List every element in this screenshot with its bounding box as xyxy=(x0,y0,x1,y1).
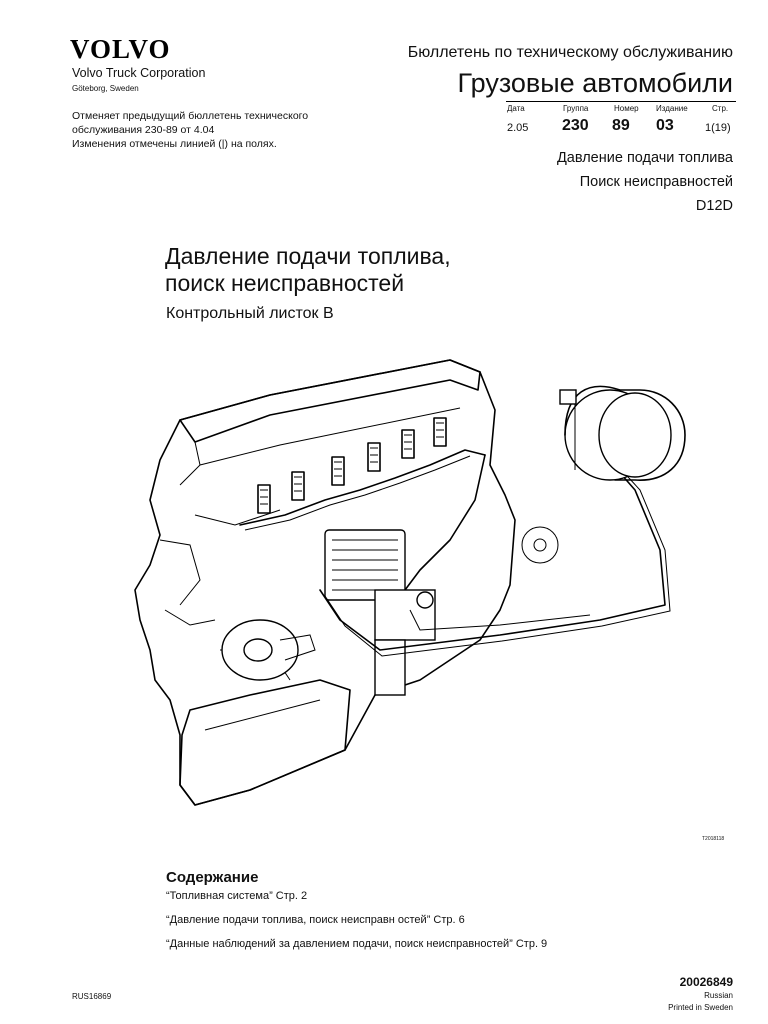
date-value: 2.05 xyxy=(507,122,529,134)
printed-in: Printed in Sweden xyxy=(668,1003,733,1012)
subject-line-1: Давление подачи топлива xyxy=(556,150,733,166)
document-number: 20026849 xyxy=(679,975,733,989)
edition-label: Издание xyxy=(656,104,688,113)
corporation-city: Göteborg, Sweden xyxy=(72,84,139,93)
number-value: 89 xyxy=(612,117,630,134)
page-value: 1(19) xyxy=(705,122,731,134)
figure-id: T2018118 xyxy=(702,836,725,842)
bulletin-category: Грузовые автомобили xyxy=(457,68,733,98)
group-label: Группа xyxy=(563,104,589,113)
supersedes-line-3: Изменения отмечены линией (|) на полях. xyxy=(72,138,277,150)
toc-item-3[interactable]: “Данные наблюдений за давлением подачи, поиск неисправностей” Стр. 9 xyxy=(166,938,548,950)
number-label: Номер xyxy=(614,104,639,113)
engine-fuel-system-illustration xyxy=(120,350,690,830)
toc-item-2[interactable]: “Давление подачи топлива, поиск неисправн остей” Стр. 6 xyxy=(166,914,465,926)
subject-line-2: Поиск неисправностей xyxy=(579,174,733,190)
date-label: Дата xyxy=(507,104,525,113)
title-line-1: Давление подачи топлива, xyxy=(165,243,451,269)
supersedes-note xyxy=(72,109,382,151)
document-subtitle: Контрольный листок B xyxy=(166,305,334,322)
group-value: 230 xyxy=(562,117,589,134)
contents-heading: Содержание xyxy=(166,869,259,886)
supersedes-line-2: обслуживания 230-89 от 4.04 xyxy=(72,124,215,136)
corporation-name: Volvo Truck Corporation xyxy=(72,66,206,80)
page-label: Стр. xyxy=(712,104,729,113)
supersedes-line-1: Отменяет предыдущий бюллетень технического xyxy=(72,110,309,122)
reference-code: RUS16869 xyxy=(72,992,112,1001)
document-title xyxy=(165,243,451,297)
header-divider xyxy=(506,101,736,102)
title-line-2: поиск неисправностей xyxy=(165,270,405,296)
toc-item-1[interactable]: “Топливная система” Стр. 2 xyxy=(166,890,308,902)
edition-value: 03 xyxy=(656,117,674,134)
bulletin-type: Бюллетень по техническому обслуживанию xyxy=(407,44,733,61)
volvo-logo: VOLVO xyxy=(70,34,171,64)
subject-model: D12D xyxy=(695,198,733,214)
document-language: Russian xyxy=(704,991,733,1000)
